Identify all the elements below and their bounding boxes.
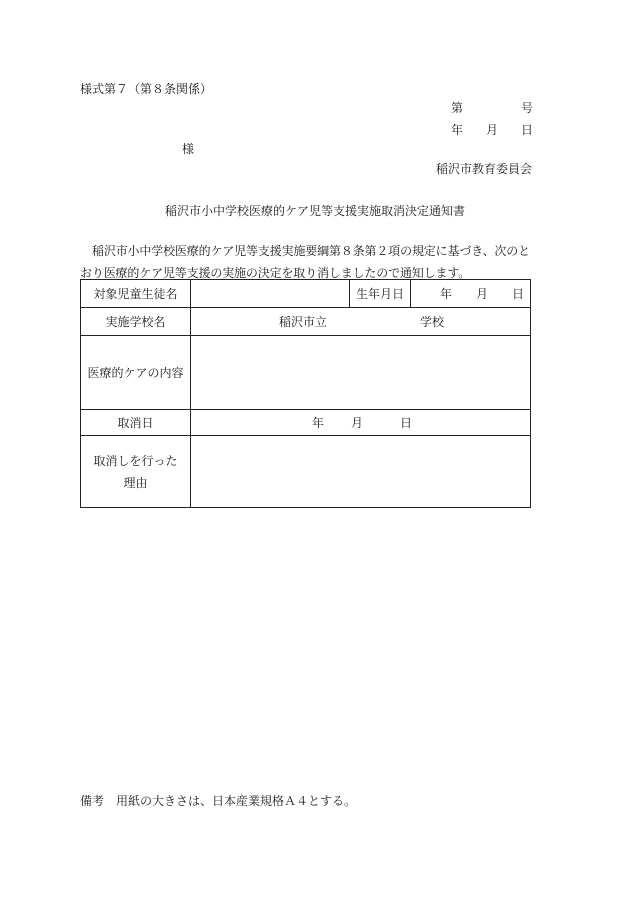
- school-name-label: 実施学校名: [81, 308, 191, 336]
- cancel-month-label: 月: [351, 416, 364, 430]
- document-number-suffix: 号: [521, 101, 534, 115]
- care-row: [81, 336, 531, 410]
- cancel-year-label: 年: [312, 416, 325, 430]
- document-title: 稲沢市小中学校医療的ケア児等支援実施取消決定通知書: [164, 204, 465, 218]
- reason-label-line1: 取消しを行った: [93, 453, 178, 468]
- issue-date-month: 月: [486, 123, 499, 137]
- reason-row: [81, 436, 531, 508]
- reason-label-line2: 理由: [123, 475, 148, 490]
- addressee-honorific: 様: [182, 142, 195, 156]
- birth-day-label: 日: [512, 287, 525, 301]
- birth-date-label: 生年月日: [350, 280, 411, 308]
- notice-body: 稲沢市小中学校医療的ケア児等支援実施要綱第８条第２項の規定に基づき、次のとおり医療的ケア児等支援の実施の決定を取り消しましたので通知します。: [80, 244, 530, 280]
- document-number-label: 第: [451, 101, 464, 115]
- student-name-field: [191, 280, 350, 308]
- cancel-day-label: 日: [400, 416, 413, 430]
- reason-label: [81, 436, 191, 508]
- form-number: 様式第７（第８条関係）: [80, 82, 213, 96]
- care-content-label: 医療的ケアの内容: [81, 336, 191, 410]
- student-name-label: 対象児童生徒名: [81, 280, 191, 308]
- issue-date-year: 年: [451, 123, 464, 137]
- school-row: [81, 308, 531, 336]
- cancel-date-field: [191, 410, 531, 436]
- student-row: [81, 280, 531, 308]
- school-suffix: 学校: [420, 315, 445, 329]
- birth-date-field: [411, 280, 531, 308]
- school-name-field: [191, 308, 531, 336]
- cancel-date-label: 取消日: [81, 410, 191, 436]
- issuer-name: 稲沢市教育委員会: [436, 162, 533, 176]
- cancel-date-row: [81, 410, 531, 436]
- issue-date-day: 日: [521, 123, 534, 137]
- care-content-field: [191, 336, 531, 410]
- remarks-note: 備考 用紙の大きさは、日本産業規格Ａ４とする。: [80, 794, 357, 808]
- notice-form-table: [80, 279, 531, 508]
- school-city-prefix: 稲沢市立: [279, 315, 328, 329]
- birth-month-label: 月: [476, 287, 489, 301]
- birth-year-label: 年: [440, 287, 453, 301]
- reason-field: [191, 436, 531, 508]
